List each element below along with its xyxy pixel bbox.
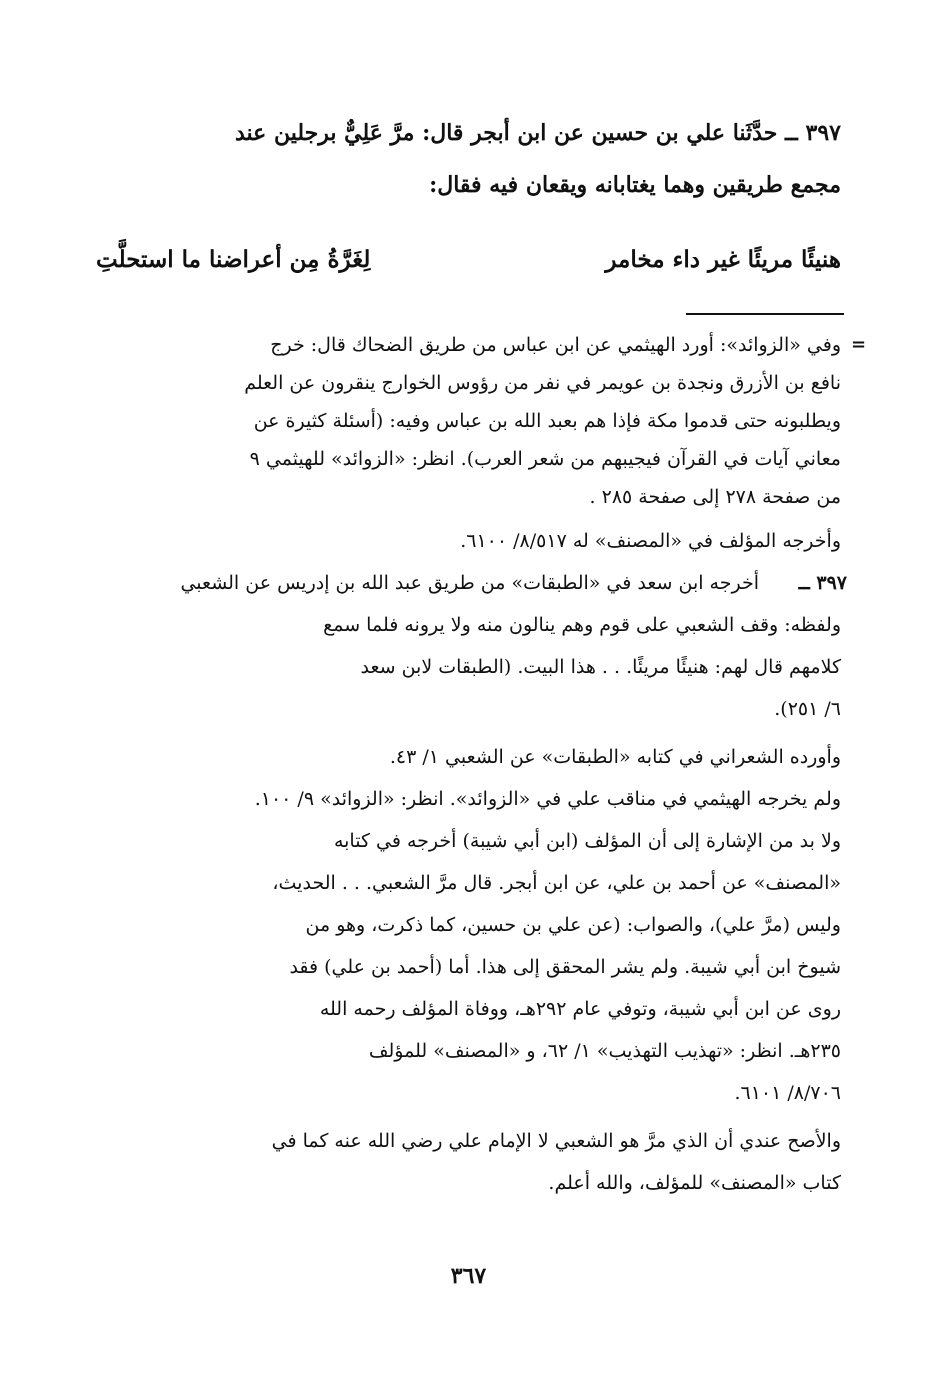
hadith-line-2: مجمع طريقين وهما يغتابانه ويقعان فيه فقال: [429,172,841,198]
continuation-marker: = [851,334,867,355]
footnote-397-line: ولم يخرجه الهيثمي في مناقب علي في «الزوائد». انظر: «الزوائد» ٩/ ١٠٠. [254,788,841,810]
prev-footnote-line: معاني آيات في القرآن فيجيبهم من شعر العرب). انظر: «الزوائد» للهيثمي ٩ [249,448,841,470]
footnote-397-line: «المصنف» عن أحمد بن علي، عن ابن أبجر. قال مرَّ الشعبي. . . الحديث، [272,872,841,894]
page-number: ٣٦٧ [450,1263,487,1289]
prev-footnote-line: نافع بن الأزرق ونجدة بن عويمر في نفر من رؤوس الخوارج ينقرون عن العلم [244,372,841,394]
footnote-397-line: ٢٣٥هـ. انظر: «تهذيب التهذيب» ١/ ٦٢، و «المصنف» للمؤلف [368,1040,841,1062]
footnote-397-line: أخرجه ابن سعد في «الطبقات» من طريق عبد الله بن إدريس عن الشعبي [180,572,759,594]
footnote-397-line: شيوخ ابن أبي شيبة. ولم يشر المحقق إلى هذا. أما (أحمد بن علي) فقد [289,956,841,978]
verse-second-half: لِغَرَّةُ مِن أعراضنا ما استحلَّتِ [96,246,371,273]
footnote-397-line: روى عن ابن أبي شيبة، وتوفي عام ٢٩٢هـ، ووفاة المؤلف رحمه الله [319,998,841,1020]
footnote-divider [686,313,844,315]
footnote-397-line: ولفظه: وقف الشعبي على قوم وهم ينالون منه ولا يرونه فلما سمع [323,614,841,636]
footnote-397-line: كلامهم قال لهم: هنيئًا مريئًا. . . هذا البيت. (الطبقات لابن سعد [360,656,841,678]
footnote-397-line: ٦/ ٢٥١). [774,698,841,720]
hadith-line-1: ٣٩٧ ــ حدَّثَنا علي بن حسين عن ابن أبجر قال: مرَّ عَلِيٌّ برجلين عند [234,120,841,146]
footnote-number-397: ٣٩٧ ــ [798,572,847,594]
verse-first-half: هنيئًا مريئًا غير داء مخامر [605,246,841,273]
prev-footnote-line: وأخرجه المؤلف في «المصنف» له ٨/٥١٧/ ٦١٠٠. [460,530,841,552]
footnote-397-line: والأصح عندي أن الذي مرَّ هو الشعبي لا الإمام علي رضي الله عنه كما في [271,1130,841,1152]
prev-footnote-line: من صفحة ٢٧٨ إلى صفحة ٢٨٥ . [589,486,841,508]
footnote-397-line: ولا بد من الإشارة إلى أن المؤلف (ابن أبي شيبة) أخرجه في كتابه [333,830,841,852]
prev-footnote-line: وفي «الزوائد»: أورد الهيثمي عن ابن عباس من طريق الضحاك قال: خرج [270,334,841,356]
footnote-397-line: ٨/٧٠٦/ ٦١٠١. [734,1082,841,1104]
prev-footnote-line: ويطلبونه حتى قدموا مكة فإذا هم بعبد الله بن عباس وفيه: (أسئلة كثيرة عن [253,410,841,432]
footnote-397-line: كتاب «المصنف» للمؤلف، والله أعلم. [548,1172,841,1194]
footnote-397-line: وليس (مرَّ علي)، والصواب: (عن علي بن حسين، كما ذكرت، وهو من [305,914,841,936]
footnote-397-line: وأورده الشعراني في كتابه «الطبقات» عن الشعبي ١/ ٤٣. [389,746,841,768]
